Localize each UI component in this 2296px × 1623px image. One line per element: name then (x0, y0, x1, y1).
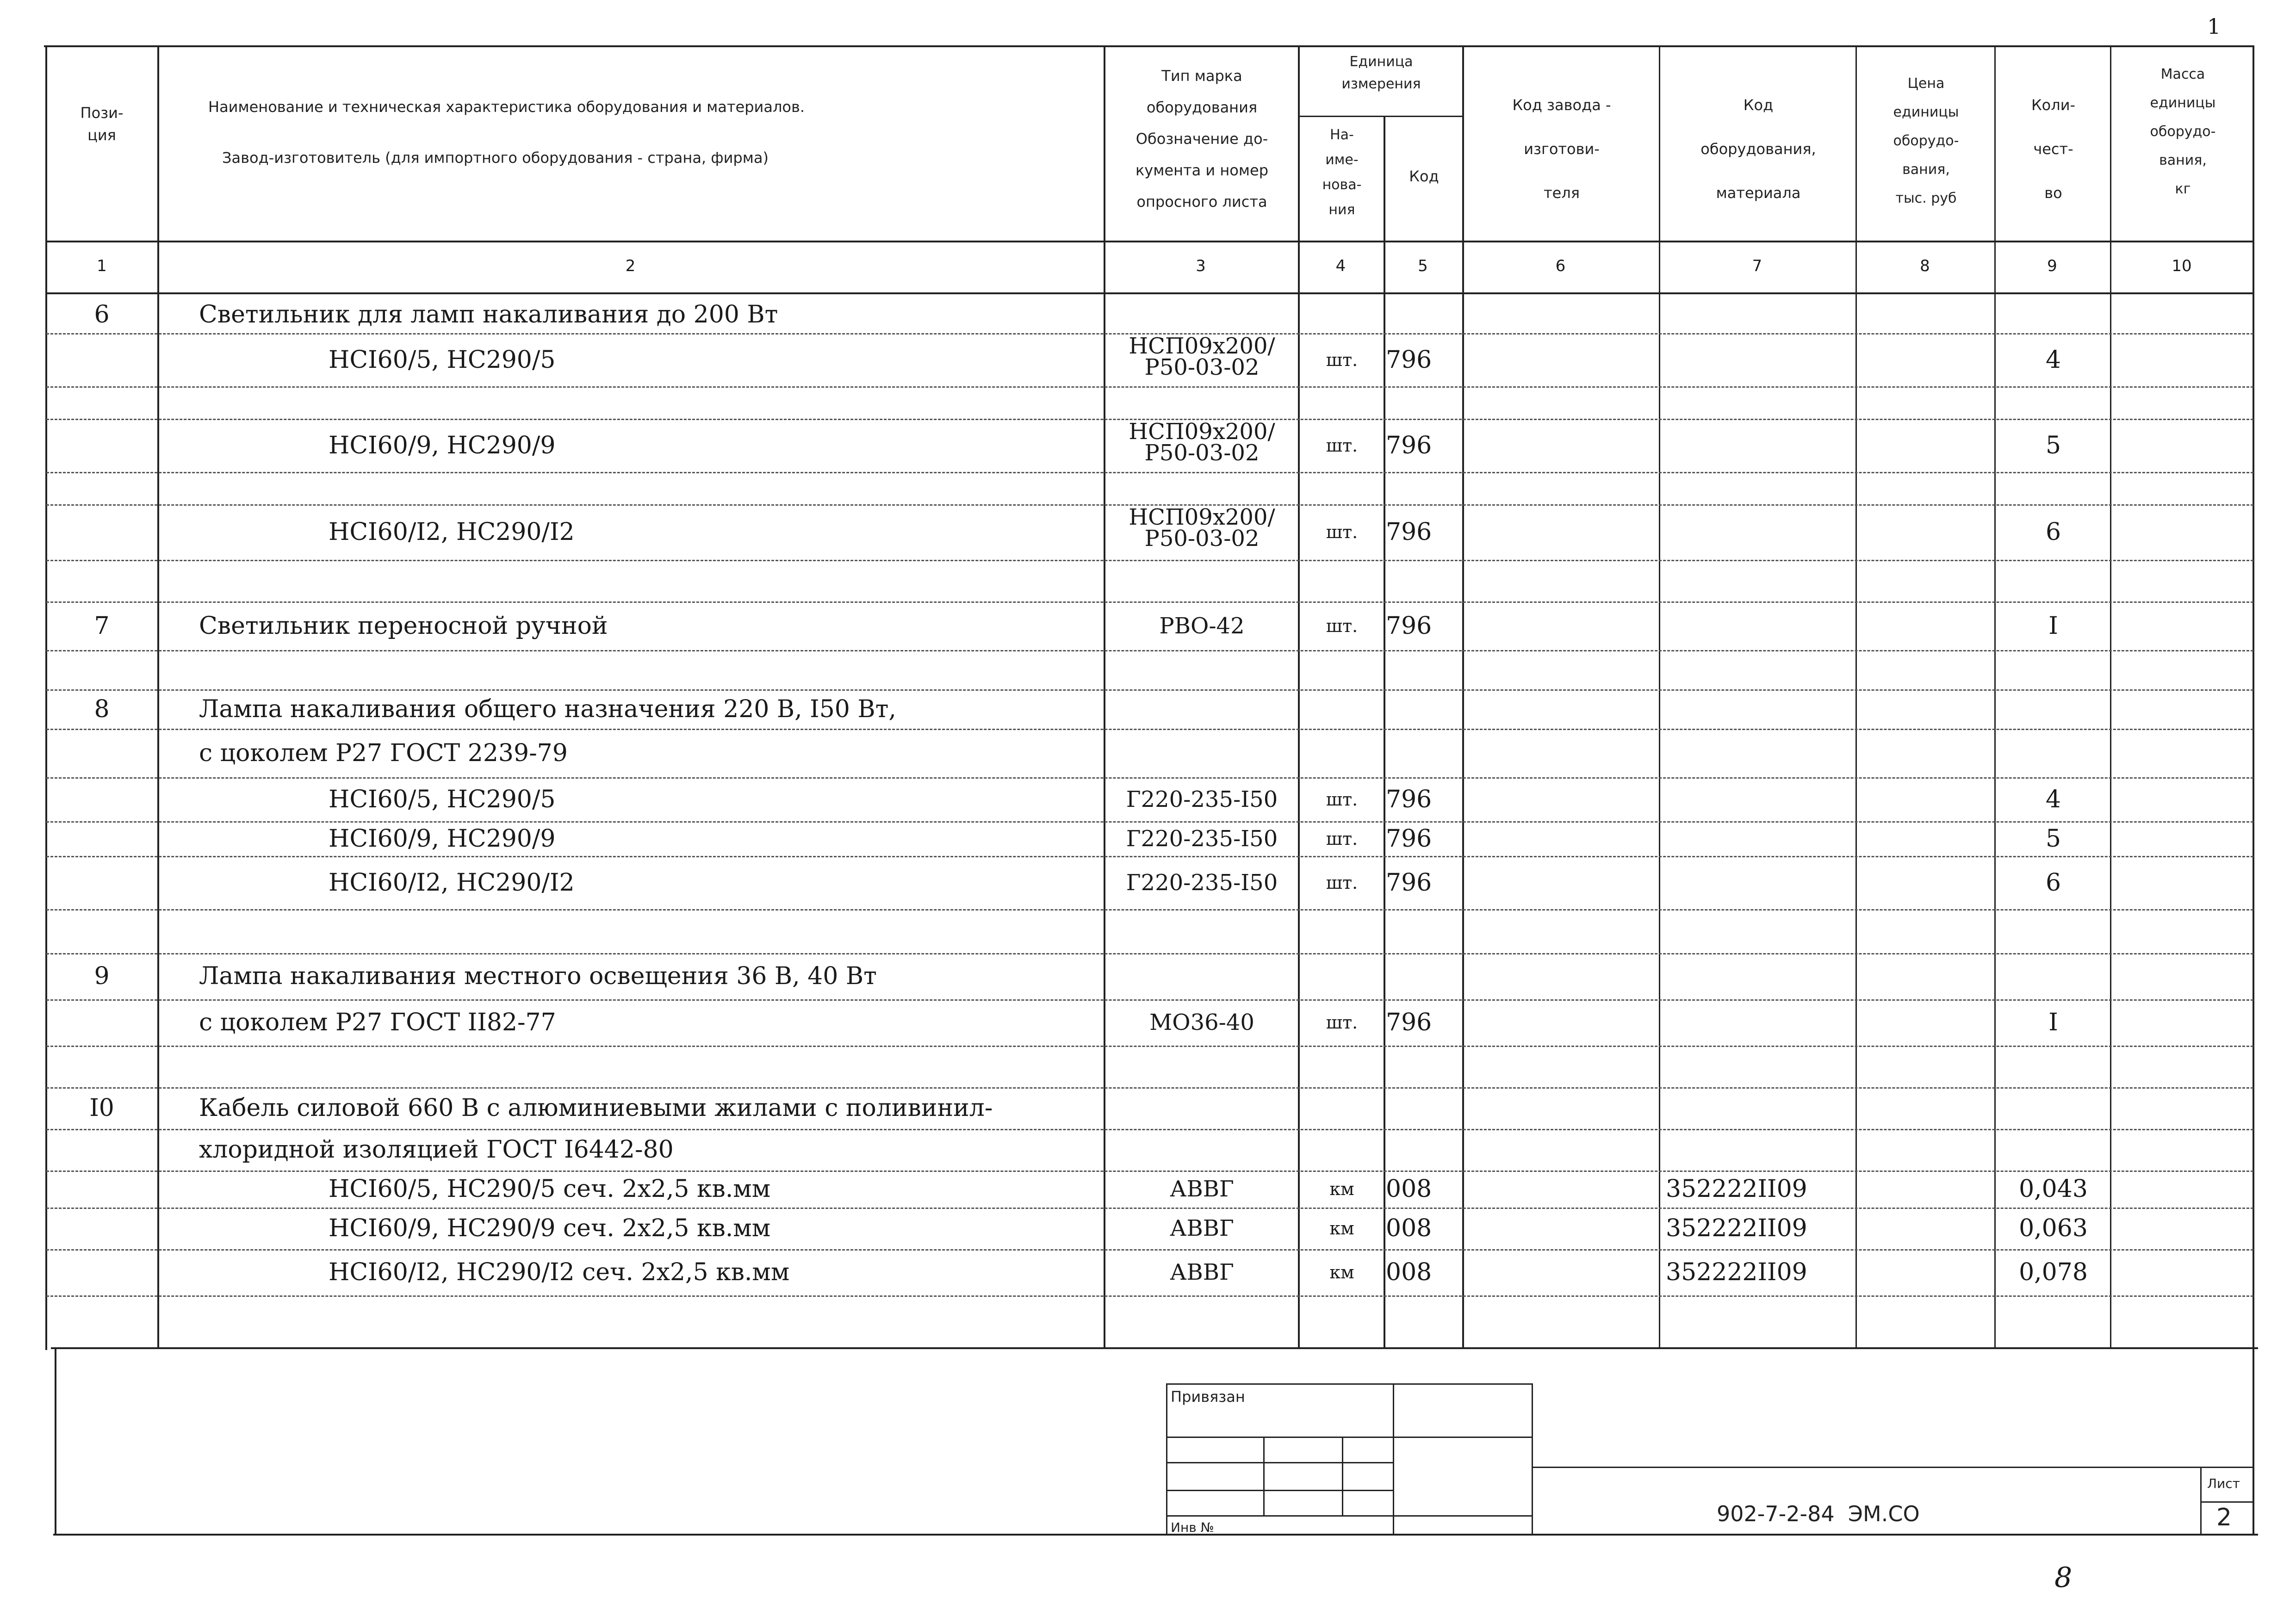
row-8-qty: I (2048, 612, 2058, 640)
row-17-unit: шт. (1326, 1012, 1358, 1033)
row-10-pos: 8 (94, 695, 110, 723)
header-name-line2: Завод-изготовитель (для импортного оборудования - страна, фирма) (222, 149, 769, 167)
frame-left-lower (55, 1347, 56, 1535)
row-22-eqcode: 352222II09 (1666, 1214, 1807, 1242)
row-6-code: 796 (1386, 518, 1432, 546)
row-4-name: НСI60/9, НС290/9 (329, 431, 556, 459)
row-separator (46, 1249, 2253, 1251)
col-sep-4 (1384, 116, 1385, 1349)
row-21-type: АВВГ (1170, 1176, 1234, 1202)
header-price: Цена единицы оборудо- вания, тыс. руб (1893, 75, 1959, 206)
row-23-code: 008 (1386, 1258, 1432, 1286)
tb-sheet-line (2200, 1501, 2253, 1503)
row-11-name: с цоколем Р27 ГОСТ 2239-79 (199, 739, 568, 767)
row-6-name: НСI60/I2, НС290/I2 (329, 518, 575, 546)
row-6-unit: шт. (1326, 522, 1358, 542)
row-separator (46, 729, 2253, 730)
row-separator (46, 386, 2253, 388)
tb-line-3 (1166, 1490, 1393, 1491)
row-2-qty: 4 (2045, 346, 2061, 374)
row-4-code: 796 (1386, 431, 1432, 459)
header-unit-name: На- име- нова- ния (1322, 127, 1362, 218)
row-8-name: Светильник переносной ручной (199, 612, 608, 640)
row-separator (46, 689, 2253, 691)
tb-right-line (1532, 1383, 1533, 1534)
tb-line-1 (1166, 1437, 1532, 1438)
row-separator (46, 601, 2253, 603)
footer-handwritten-number: 8 (2054, 1561, 2073, 1594)
tb-left-line (1166, 1383, 1167, 1534)
row-2-unit: шт. (1326, 349, 1358, 370)
tb-sheet-number: 2 (2216, 1504, 2232, 1531)
row-13-name: НСI60/9, НС290/9 (329, 824, 556, 853)
colnum-1: 1 (97, 257, 107, 275)
row-23-type: АВВГ (1170, 1259, 1234, 1285)
row-21-qty: 0,043 (2019, 1175, 2088, 1203)
row-14-unit: шт. (1326, 872, 1358, 893)
tb-sheet-sep (2200, 1467, 2202, 1534)
colnum-7: 7 (1752, 257, 1762, 275)
header-equipment-code: Код оборудования, материала (1700, 96, 1816, 202)
colnum-8: 8 (1920, 257, 1930, 275)
col-sep-7 (1855, 45, 1857, 1349)
row-12-qty: 4 (2045, 785, 2061, 813)
tb-mid-line (1393, 1383, 1394, 1534)
row-22-unit: км (1329, 1218, 1354, 1239)
col-sep-3 (1298, 45, 1300, 1349)
tb-inner-2 (1342, 1437, 1343, 1515)
row-2-type: НСП09х200/ Р50-03-02 (1129, 333, 1275, 380)
header-quantity: Коли- чест- во (2031, 96, 2076, 202)
row-12-code: 796 (1386, 785, 1432, 813)
tb-line-2 (1166, 1462, 1393, 1463)
row-separator (46, 560, 2253, 561)
row-8-type: РВО-42 (1159, 613, 1245, 639)
row-4-unit: шт. (1326, 435, 1358, 456)
row-21-name: НСI60/5, НС290/5 сеч. 2х2,5 кв.мм (329, 1175, 771, 1203)
row-13-unit: шт. (1326, 828, 1358, 849)
row-6-type: НСП09х200/ Р50-03-02 (1129, 504, 1275, 551)
col-sep-6 (1659, 45, 1660, 1349)
header-position: Пози- ция (80, 104, 124, 144)
header-unit-group: Единица измерения (1341, 54, 1421, 92)
colnum-2: 2 (625, 257, 636, 275)
row-separator (46, 1087, 2253, 1089)
colnum-bottom (46, 292, 2254, 294)
tb-top-line (1166, 1383, 1532, 1385)
col-sep-8 (1994, 45, 1996, 1349)
row-12-type: Г220-235-I50 (1126, 786, 1278, 812)
row-12-name: НСI60/5, НС290/5 (329, 785, 556, 813)
row-13-code: 796 (1386, 824, 1432, 853)
colnum-10: 10 (2172, 257, 2192, 275)
header-unit-code: Код (1409, 167, 1439, 185)
tb-inv-label: Инв № (1171, 1520, 1214, 1535)
colnum-9: 9 (2047, 257, 2057, 275)
header-bottom (46, 241, 2254, 242)
row-4-qty: 5 (2045, 431, 2061, 459)
row-13-type: Г220-235-I50 (1126, 825, 1278, 852)
row-separator (46, 1129, 2253, 1130)
row-8-pos: 7 (94, 612, 110, 640)
header-type: Тип марка оборудования Обозначение до- кумента и номер опросного листа (1135, 67, 1269, 211)
corner-mark: 1 (2207, 14, 2221, 39)
colnum-5: 5 (1418, 257, 1428, 275)
row-19-name: Кабель силовой 660 В с алюминиевыми жилами с поливинил- (199, 1094, 993, 1122)
row-1-pos: 6 (94, 301, 110, 328)
row-4-type: НСП09х200/ Р50-03-02 (1129, 419, 1275, 466)
header-name-line1: Наименование и техническая характеристика оборудования и материалов. (208, 98, 805, 116)
row-14-type: Г220-235-I50 (1126, 869, 1278, 896)
tb-inner-1 (1263, 1437, 1265, 1515)
row-16-name: Лампа накаливания местного освещения 36 В, 40 Вт (199, 962, 877, 990)
row-22-type: АВВГ (1170, 1215, 1234, 1241)
row-separator (46, 650, 2253, 651)
row-22-name: НСI60/9, НС290/9 сеч. 2х2,5 кв.мм (329, 1214, 771, 1242)
row-8-unit: шт. (1326, 615, 1358, 636)
row-separator (46, 856, 2253, 857)
tb-linked-label: Привязан (1171, 1388, 1245, 1406)
row-17-code: 796 (1386, 1009, 1432, 1036)
row-separator (46, 821, 2253, 823)
row-23-qty: 0,078 (2019, 1258, 2088, 1286)
row-separator (46, 1046, 2253, 1047)
row-19-pos: I0 (89, 1094, 114, 1122)
row-separator (46, 999, 2253, 1001)
row-separator (46, 1295, 2253, 1297)
colnum-6: 6 (1555, 257, 1566, 275)
colnum-4: 4 (1335, 257, 1346, 275)
table-bottom (51, 1347, 2258, 1349)
row-21-code: 008 (1386, 1175, 1432, 1203)
tb-doc-line (1532, 1467, 2253, 1468)
row-14-code: 796 (1386, 868, 1432, 897)
col-sep-9 (2110, 45, 2111, 1349)
row-separator (46, 1208, 2253, 1209)
row-2-code: 796 (1386, 346, 1432, 374)
row-separator (46, 472, 2253, 473)
row-separator (46, 953, 2253, 954)
row-14-qty: 6 (2045, 868, 2061, 897)
row-separator (46, 777, 2253, 779)
row-22-code: 008 (1386, 1214, 1432, 1242)
row-6-qty: 6 (2045, 518, 2061, 546)
row-23-eqcode: 352222II09 (1666, 1258, 1807, 1286)
row-separator (46, 909, 2253, 911)
row-14-name: НСI60/I2, НС290/I2 (329, 868, 575, 897)
row-23-name: НСI60/I2, НС290/I2 сеч. 2х2,5 кв.мм (329, 1258, 790, 1286)
tb-sheet-label: Лист (2207, 1476, 2240, 1491)
row-17-name: с цоколем Р27 ГОСТ II82-77 (199, 1009, 556, 1036)
row-10-name: Лампа накаливания общего назначения 220 В, I50 Вт, (199, 695, 896, 723)
row-8-code: 796 (1386, 612, 1432, 640)
row-22-qty: 0,063 (2019, 1214, 2088, 1242)
row-2-name: НСI60/5, НС290/5 (329, 346, 556, 374)
row-17-qty: I (2048, 1009, 2058, 1036)
col-sep-1 (157, 45, 159, 1349)
header-factory-code: Код завода - изготови- теля (1512, 96, 1611, 202)
row-13-qty: 5 (2045, 824, 2061, 853)
unit-group-line (1298, 116, 1463, 117)
row-21-eqcode: 352222II09 (1666, 1175, 1807, 1203)
header-mass: Масса единицы оборудо- вания, кг (2150, 66, 2216, 197)
tb-doc-code: 902-7-2-84 ЭМ.СО (1717, 1501, 1920, 1526)
tb-line-4 (1166, 1515, 1532, 1517)
row-23-unit: км (1329, 1262, 1354, 1282)
row-1-name: Светильник для ламп накаливания до 200 Вт (199, 301, 778, 328)
frame-bottom (53, 1534, 2258, 1536)
colnum-3: 3 (1196, 257, 1206, 275)
row-21-unit: км (1329, 1179, 1354, 1199)
row-20-name: хлоридной изоляцией ГОСТ I6442-80 (199, 1136, 674, 1164)
row-17-type: МО36-40 (1149, 1010, 1254, 1035)
col-sep-5 (1462, 45, 1464, 1349)
row-16-pos: 9 (94, 962, 110, 990)
row-separator (46, 1171, 2253, 1172)
row-12-unit: шт. (1326, 789, 1358, 810)
frame-top (44, 45, 2253, 47)
